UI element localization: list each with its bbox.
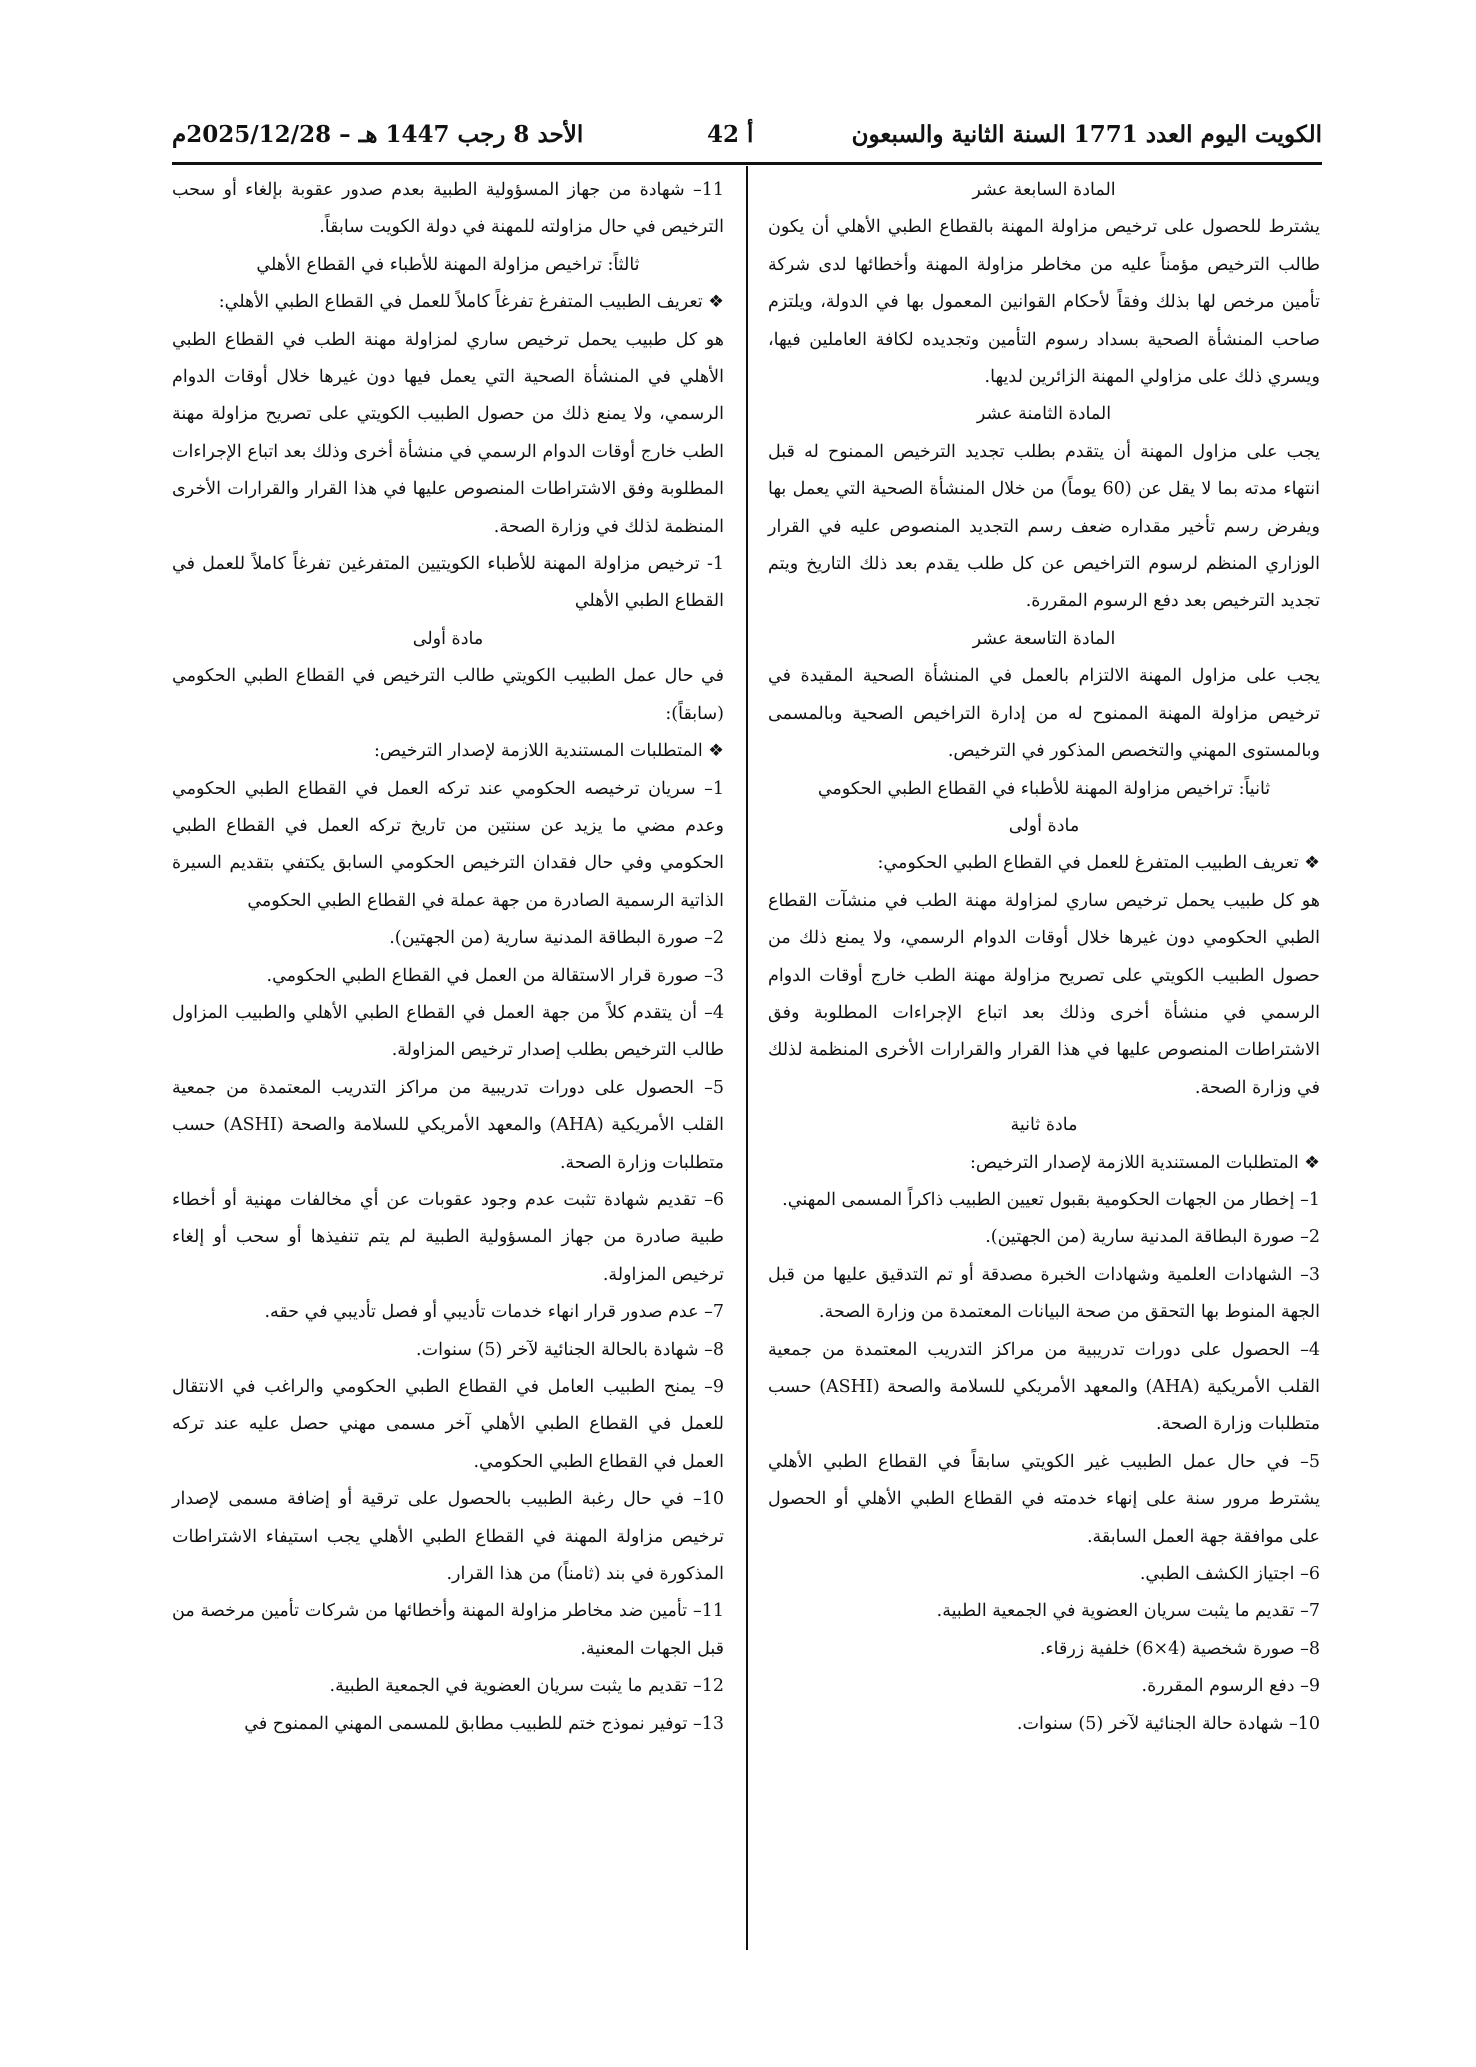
paragraph: 6– تقديم شهادة تثبت عدم وجود عقوبات عن أي مخالفات مهنية أو أخطاء طبية صادرة من جهاز المسؤولية الطبية لم يتم تنفيذها أو سحب أو إلغاء ترخيص المزاولة. bbox=[172, 1189, 724, 1285]
paragraph: هو كل طبيب يحمل ترخيص ساري لمزاولة مهنة الطب في منشآت القطاع الطبي الحكومي دون غيرها خلال أوقات الدوام الرسمي، ولا يمنع ذلك من حصول الطبيب الكويتي على تصريح مزاولة مهنة الطب خارج أوقات الدوام الرسمي في منشأة أخرى وذلك بعد اتباع الإجراءات المطلوبة وفق الاشتراطات المنصوص عليها في هذا القرار والقرارات الأخرى المنظمة لذلك في وزارة الصحة. bbox=[768, 890, 1320, 1098]
paragraph: 6– اجتياز الكشف الطبي. bbox=[1139, 1564, 1320, 1585]
paragraph: ❖ المتطلبات المستندية اللازمة لإصدار الترخيص: bbox=[374, 741, 724, 762]
paragraph: 1- ترخيص مزاولة المهنة للأطباء الكويتيين المتفرغين تفرغاً كاملاً للعمل في القطاع الطبي الأهلي bbox=[172, 554, 724, 612]
paragraph: يشترط للحصول على ترخيص مزاولة المهنة بالقطاع الطبي الأهلي أن يكون طالب الترخيص مؤمناً عليه من مخاطر مزاولة المهنة وأخطائها لدى شركة تأمين مرخص لها بذلك وفقاً لأحكام القوانين المعمول بها في الدولة، ويلتزم صاحب المنشأة الصحية بسداد رسوم التأمين وتجديده لكافة العاملين فيها، ويسري ذلك على مزاولي المهنة الزائرين لديها. bbox=[768, 217, 1320, 388]
paragraph: 3– صورة قرار الاستقالة من العمل في القطاع الطبي الحكومي. bbox=[266, 965, 724, 986]
paragraph: في حال عمل الطبيب الكويتي طالب الترخيص في القطاع الطبي الحكومي (سابقاً): bbox=[172, 666, 724, 724]
section-heading: ثانياً: تراخيص مزاولة المهنة للأطباء في القطاع الطبي الحكومي bbox=[817, 778, 1271, 799]
paragraph: ❖ المتطلبات المستندية اللازمة لإصدار الترخيص: bbox=[970, 1152, 1320, 1173]
paragraph: 3– الشهادات العلمية وشهادات الخبرة مصدقة أو تم التدقيق عليها من قبل الجهة المنوط بها التحقق من صحة البيانات المعتمدة من وزارة الصحة. bbox=[768, 1264, 1320, 1323]
section-heading: المادة التاسعة عشر bbox=[972, 628, 1116, 649]
gazette-issue: الكويت اليوم العدد 1771 السنة الثانية والسبعون bbox=[851, 121, 1322, 148]
left-column bbox=[172, 172, 724, 1743]
paragraph: 12– تقديم ما يثبت سريان العضوية في الجمعية الطبية. bbox=[329, 1676, 724, 1697]
paragraph: 9– دفع الرسوم المقررة. bbox=[1141, 1676, 1320, 1697]
paragraph: 10– شهادة حالة الجنائية لآخر (5) سنوات. bbox=[1016, 1713, 1320, 1734]
paragraph: 8– صورة شخصية (4×6) خلفية زرقاء. bbox=[1039, 1638, 1320, 1659]
paragraph: 1– سريان ترخيصه الحكومي عند تركه العمل في القطاع الطبي الحكومي وعدم مضي ما يزيد عن سنتين من تاريخ تركه العمل في القطاع الطبي الحكومي وفي حال فقدان الترخيص الحكومي السابق يكتفي بتقديم السيرة الذاتية الرسمية الصادرة من جهة عملة في القطاع الطبي الحكومي bbox=[172, 778, 724, 911]
section-heading: مادة أولى bbox=[1008, 815, 1080, 836]
paragraph: 13– توفير نموذج ختم للطبيب مطابق للمسمى المهني الممنوح في bbox=[244, 1713, 724, 1734]
page-header bbox=[172, 118, 1322, 165]
paragraph: ❖ تعريف الطبيب المتفرغ للعمل في القطاع الطبي الحكومي: bbox=[877, 853, 1320, 874]
section-heading: المادة الثامنة عشر bbox=[976, 404, 1112, 425]
paragraph: يجب على مزاول المهنة أن يتقدم بطلب تجديد الترخيص الممنوح له قبل انتهاء مدته بما لا يقل عن (60 يوماً) من خلال المنشأة الصحية التي يعمل بها ويفرض رسم تأخير مقداره ضعف رسم التجديد المنصوص عليه في القرار الوزاري المنظم لرسوم التراخيص عن كل طلب يقدم بعد ذلك التاريخ ويتم تجديد الترخيص بعد دفع الرسوم المقررة. bbox=[768, 441, 1320, 612]
paragraph: 9– يمنح الطبيب العامل في القطاع الطبي الحكومي والراغب في الانتقال للعمل في القطاع الطبي الأهلي آخر مسمى مهني حصل عليه عند تركه العمل في القطاع الطبي الحكومي. bbox=[172, 1377, 724, 1472]
paragraph: 2– صورة البطاقة المدنية سارية (من الجهتين). bbox=[389, 928, 724, 949]
section-heading: مادة ثانية bbox=[1010, 1115, 1078, 1136]
paragraph: 5– في حال عمل الطبيب غير الكويتي سابقاً في القطاع الطبي الأهلي يشترط مرور سنة على إنهاء خدمته في القطاع الطبي الأهلي أو الحصول على موافقة جهة العمل السابقة. bbox=[768, 1451, 1320, 1547]
section-heading: ثالثاً: تراخيص مزاولة المهنة للأطباء في القطاع الأهلي bbox=[256, 254, 640, 275]
paragraph: 7– عدم صدور قرار انهاء خدمات تأديبي أو فصل تأديبي في حقه. bbox=[264, 1302, 724, 1323]
paragraph: 2– صورة البطاقة المدنية سارية (من الجهتين). bbox=[985, 1227, 1320, 1248]
paragraph: هو كل طبيب يحمل ترخيص ساري لمزاولة مهنة الطب في القطاع الطبي الأهلي في المنشأة الصحية التي يعمل فيها دون غيرها خلال أوقات الدوام الرسمي، ولا يمنع ذلك من حصول الطبيب الكويتي على تصريح مزاولة مهنة الطب خارج أوقات الدوام الرسمي في منشأة أخرى وذلك بعد اتباع الإجراءات المطلوبة وفق الاشتراطات المنصوص عليها في هذا القرار والقرارات الأخرى المنظمة لذلك في وزارة الصحة. bbox=[172, 329, 724, 537]
section-heading: المادة السابعة عشر bbox=[972, 180, 1116, 200]
paragraph: 5– الحصول على دورات تدريبية من مراكز التدريب المعتمدة من جمعية القلب الأمريكية (AHA) والمعهد الأمريكي للسلامة والصحة (ASHI) حسب متطلبات وزارة الصحة. bbox=[172, 1077, 724, 1173]
right-column bbox=[768, 172, 1320, 1743]
paragraph: 4– الحصول على دورات تدريبية من مراكز التدريب المعتمدة من جمعية القلب الأمريكية (AHA) والمعهد الأمريكي للسلامة والصحة (ASHI) حسب متطلبات وزارة الصحة. bbox=[768, 1339, 1320, 1435]
section-heading: مادة أولى bbox=[412, 628, 484, 649]
issue-date: الأحد 8 رجب 1447 هـ – 2025/12/28م bbox=[172, 121, 584, 148]
paragraph: ❖ تعريف الطبيب المتفرغ تفرغاً كاملاً للعمل في القطاع الطبي الأهلي: bbox=[218, 292, 724, 313]
paragraph: 1– إخطار من الجهات الحكومية بقبول تعيين الطبيب ذاكراً المسمى المهني. bbox=[782, 1189, 1320, 1210]
paragraph: 4– أن يتقدم كلاً من جهة العمل في القطاع الطبي الأهلي والطبيب المزاول طالب الترخيص بطلب إصدار ترخيص المزاولة. bbox=[172, 1002, 724, 1061]
paragraph: 11– تأمين ضد مخاطر مزاولة المهنة وأخطائها من شركات تأمين مرخصة من قبل الجهات المعنية. bbox=[172, 1601, 724, 1659]
paragraph: 11– شهادة من جهاز المسؤولية الطبية بعدم صدور عقوبة بإلغاء أو سحب الترخيص في حال مزاولته للمهنة في دولة الكويت سابقاً. bbox=[172, 180, 724, 238]
page-number: أ 42 bbox=[707, 121, 754, 148]
column-divider bbox=[746, 166, 748, 1950]
paragraph: 10– في حال رغبة الطبيب بالحصول على ترقية أو إضافة مسمى لإصدار ترخيص مزاولة المهنة في القطاع الطبي الأهلي يجب استيفاء الاشتراطات المذكورة في بند (ثامناً) من هذا القرار. bbox=[172, 1489, 724, 1585]
paragraph: يجب على مزاول المهنة الالتزام بالعمل في المنشأة الصحية المقيدة في ترخيص مزاولة المهنة الممنوح له من إدارة التراخيص الصحية وبالمسمى وبالمستوى المهني والتخصص المذكور في الترخيص. bbox=[768, 666, 1320, 762]
paragraph: 7– تقديم ما يثبت سريان العضوية في الجمعية الطبية. bbox=[936, 1601, 1320, 1622]
paragraph: 8– شهادة بالحالة الجنائية لآخر (5) سنوات. bbox=[416, 1339, 724, 1360]
